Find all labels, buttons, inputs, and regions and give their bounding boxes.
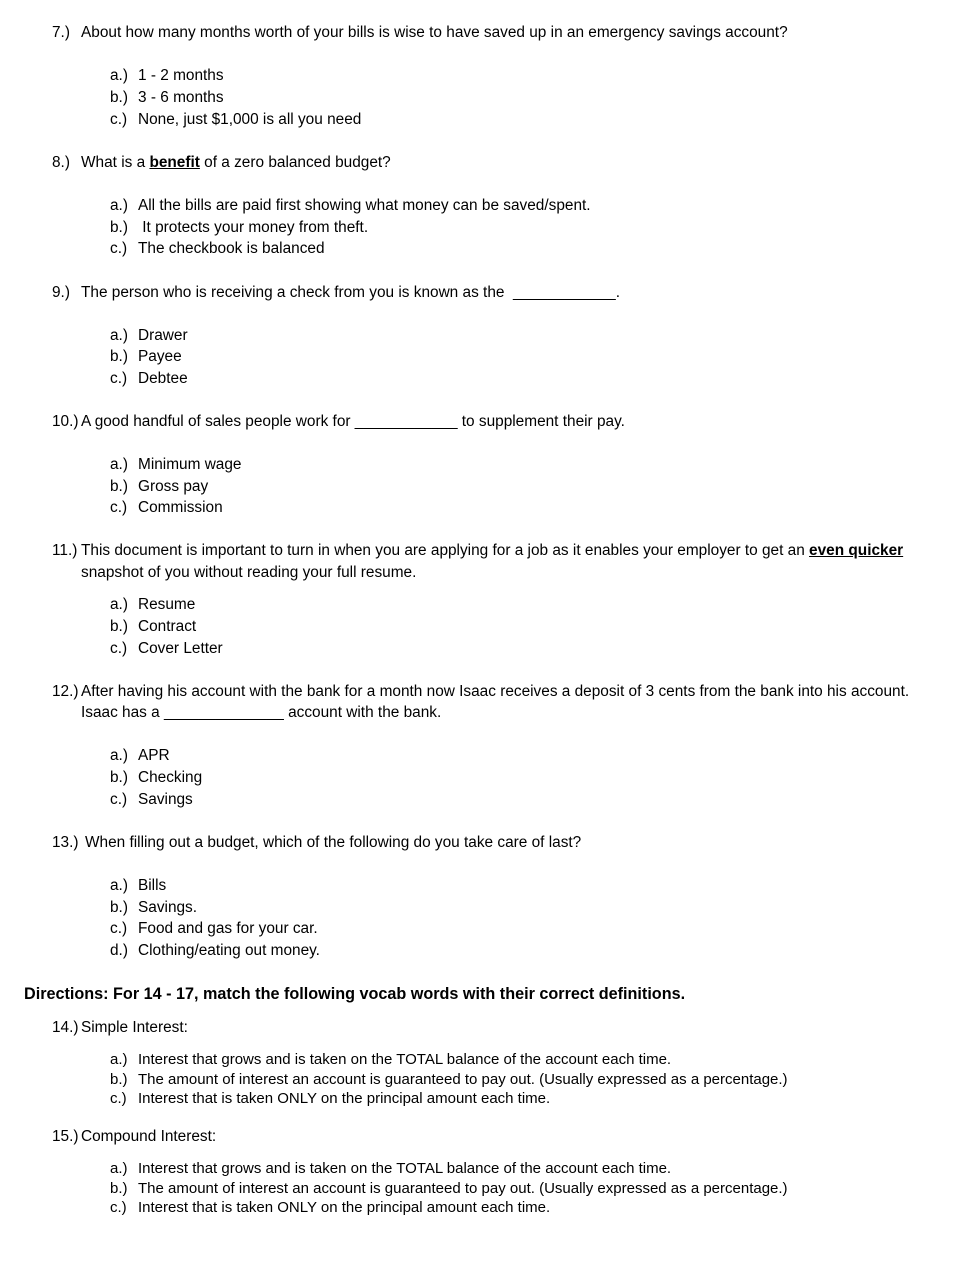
option-label: c.) (110, 920, 128, 937)
option-label: b.) (110, 1180, 128, 1197)
option-label: b.) (110, 348, 128, 365)
option-label: c.) (110, 499, 128, 516)
option-text: Clothing/eating out money. (138, 942, 320, 959)
option-label: b.) (110, 478, 128, 495)
question-7-number: 7.) (52, 24, 70, 41)
option-text: APR (138, 747, 170, 764)
question-15-number: 15.) (52, 1128, 79, 1145)
option-text: 3 - 6 months (138, 89, 224, 106)
option-text: Interest that grows and is taken on the TOTAL balance of the account each time. (138, 1160, 672, 1177)
option-label: c.) (110, 640, 128, 657)
question-13-text: When filling out a budget, which of the following do you take care of last? (85, 834, 582, 851)
option-text: Savings (138, 791, 193, 808)
option-label: c.) (110, 1090, 127, 1107)
question-14-text: Simple Interest: (81, 1019, 188, 1036)
option-label: d.) (110, 942, 128, 959)
option-label: a.) (110, 1160, 128, 1177)
option-label: b.) (110, 219, 128, 236)
question-11-emphasis: even quicker (809, 542, 904, 559)
option-text: It protects your money from theft. (138, 219, 369, 236)
question-9-number: 9.) (52, 284, 70, 301)
option-label: a.) (110, 747, 128, 764)
option-label: c.) (110, 791, 128, 808)
question-11-number: 11.) (52, 542, 78, 559)
option-label: b.) (110, 618, 128, 635)
question-8-number: 8.) (52, 154, 70, 171)
option-text: The checkbook is balanced (138, 240, 325, 257)
option-text: Interest that is taken ONLY on the principal amount each time. (138, 1090, 551, 1107)
option-label: b.) (110, 769, 128, 786)
question-12-text: After having his account with the bank for a month now Isaac receives a deposit of 3 cents from the bank into his account. (81, 683, 910, 700)
option-label: b.) (110, 899, 128, 916)
question-8-emphasis: benefit (149, 154, 200, 171)
question-15-text: Compound Interest: (81, 1128, 217, 1145)
option-text: Payee (138, 348, 182, 365)
option-label: a.) (110, 327, 128, 344)
option-label: a.) (110, 67, 128, 84)
option-text: Interest that is taken ONLY on the principal amount each time. (138, 1199, 551, 1216)
option-label: a.) (110, 456, 128, 473)
option-text: Savings. (138, 899, 198, 916)
directions-heading: Directions: For 14 - 17, match the following vocab words with their correct definitions. (24, 985, 686, 1003)
question-13-number: 13.) (52, 834, 79, 851)
option-text: The amount of interest an account is guaranteed to pay out. (Usually expressed as a percentage.) (138, 1180, 788, 1197)
option-label: c.) (110, 111, 128, 128)
question-7-text: About how many months worth of your bills is wise to have saved up in an emergency savings account? (81, 24, 788, 41)
option-text: Commission (138, 499, 223, 516)
option-text: Gross pay (138, 478, 209, 495)
question-9-text: The person who is receiving a check from you is known as the ____________. (81, 284, 620, 301)
option-text: Contract (138, 618, 197, 635)
question-10-number: 10.) (52, 413, 79, 430)
option-text: Drawer (138, 327, 188, 344)
option-label: a.) (110, 1051, 128, 1068)
option-text: Bills (138, 877, 167, 894)
option-text: Minimum wage (138, 456, 242, 473)
question-11-line2: snapshot of you without reading your full resume. (81, 564, 417, 581)
option-label: c.) (110, 240, 128, 257)
option-text: Checking (138, 769, 203, 786)
option-text: The amount of interest an account is guaranteed to pay out. (Usually expressed as a percentage.) (138, 1071, 788, 1088)
question-12-line2: Isaac has a ______________ account with the bank. (81, 704, 442, 721)
option-label: a.) (110, 197, 128, 214)
option-text: None, just $1,000 is all you need (138, 111, 362, 128)
question-12-number: 12.) (52, 683, 79, 700)
question-10-text: A good handful of sales people work for ____________ to supplement their pay. (81, 413, 625, 430)
question-11-text (81, 542, 903, 560)
option-label: a.) (110, 877, 128, 894)
option-label: b.) (110, 89, 128, 106)
option-label: c.) (110, 370, 128, 387)
option-label: c.) (110, 1199, 127, 1216)
option-text: Interest that grows and is taken on the TOTAL balance of the account each time. (138, 1051, 672, 1068)
option-text: Resume (138, 596, 196, 613)
question-8-pre: What is a (81, 154, 150, 171)
option-label: b.) (110, 1071, 128, 1088)
question-11-pre: This document is important to turn in when you are applying for a job as it enables your employer to get an (81, 542, 810, 559)
question-14-number: 14.) (52, 1019, 79, 1036)
question-8-post: of a zero balanced budget? (199, 154, 391, 171)
option-text: Debtee (138, 370, 188, 387)
question-8-text (81, 154, 391, 172)
option-text: 1 - 2 months (138, 67, 224, 84)
option-text: Cover Letter (138, 640, 223, 657)
option-label: a.) (110, 596, 128, 613)
option-text: All the bills are paid first showing what money can be saved/spent. (138, 197, 591, 214)
option-text: Food and gas for your car. (138, 920, 318, 937)
